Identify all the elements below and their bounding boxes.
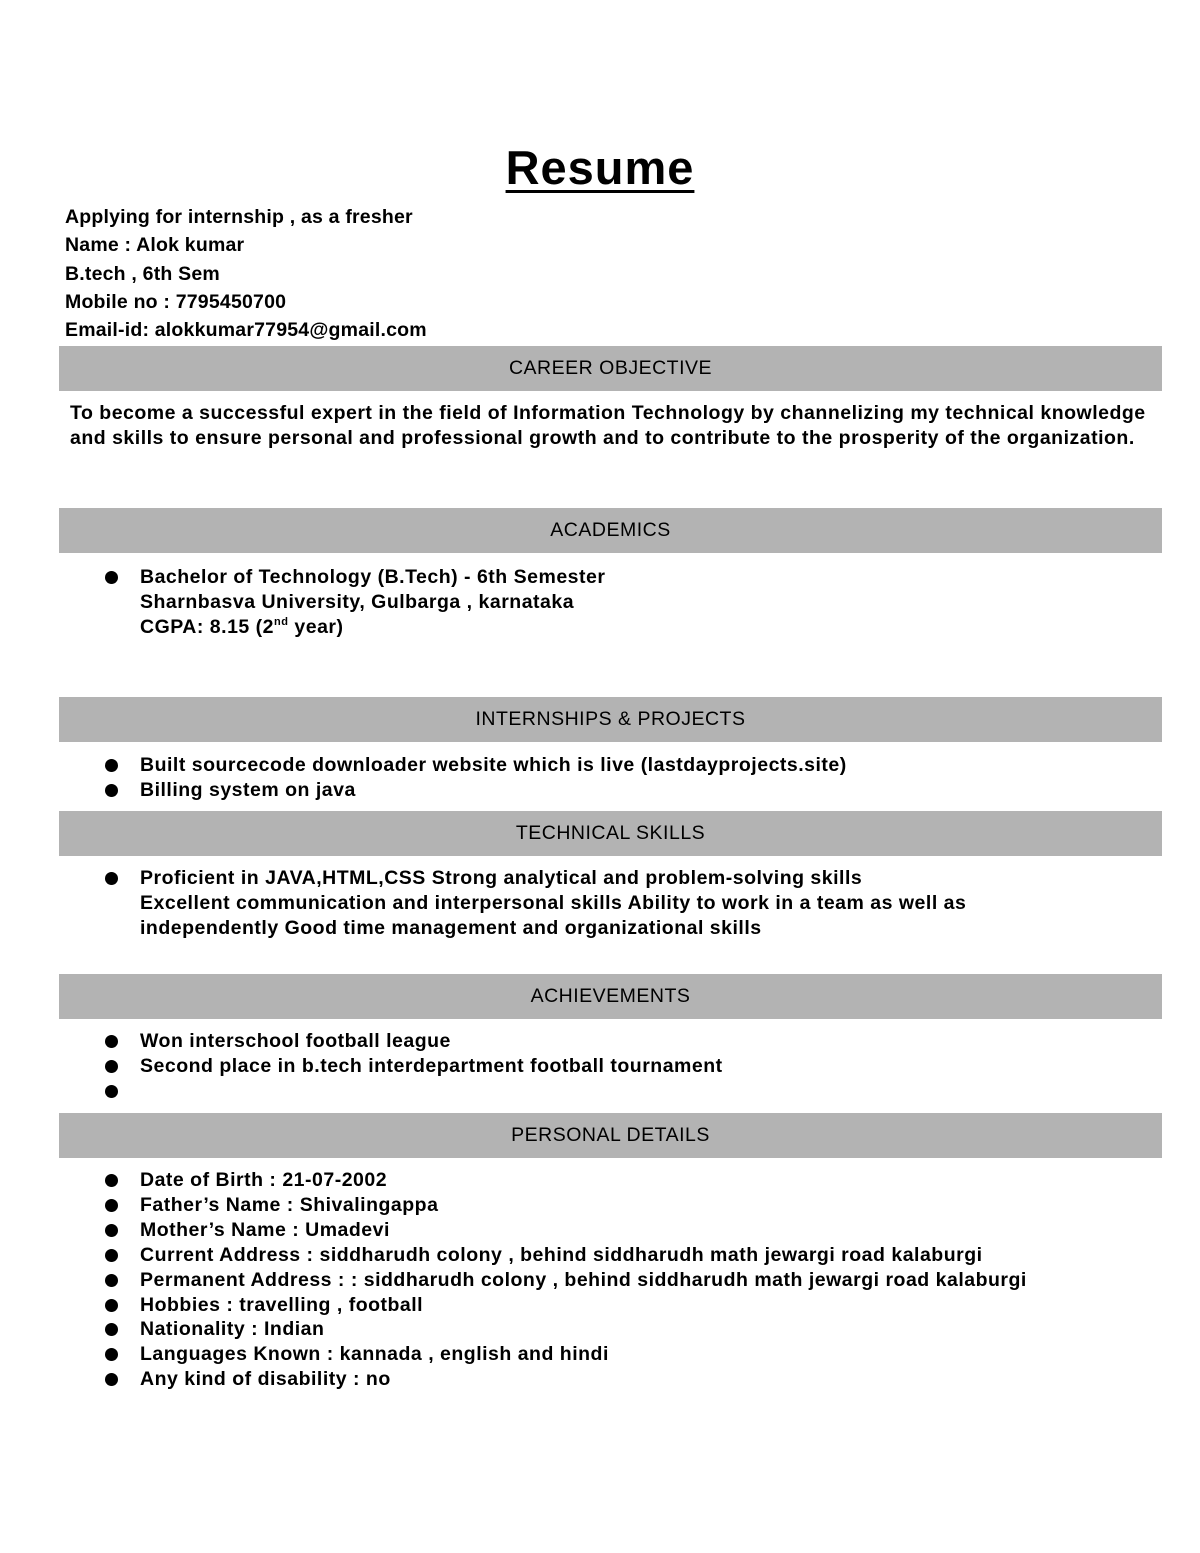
father-name-text: Father’s Name : Shivalingappa xyxy=(140,1193,439,1216)
list-item xyxy=(105,1168,1165,1193)
bullet-icon xyxy=(105,1174,118,1187)
hobbies-text: Hobbies : travelling , football xyxy=(140,1293,424,1316)
bullet-icon xyxy=(105,1060,118,1073)
course-line: B.tech , 6th Sem xyxy=(65,262,220,285)
list-item xyxy=(105,1367,1165,1392)
bullet-icon xyxy=(105,1035,118,1048)
title-text: Resume xyxy=(505,141,695,194)
list-item xyxy=(105,1342,1165,1367)
bullet-icon xyxy=(105,571,118,584)
academics-list xyxy=(105,565,1165,640)
header-info xyxy=(65,203,965,344)
bullet-icon xyxy=(105,759,118,772)
skills-line: Proficient in JAVA,HTML,CSS Strong analytical and problem-solving skills xyxy=(140,867,863,889)
nationality-text: Nationality : Indian xyxy=(140,1318,325,1341)
mother-name-text: Mother’s Name : Umadevi xyxy=(140,1218,390,1241)
current-address-text: Current Address : siddharudh colony , behind siddharudh math jewargi road kalaburgi xyxy=(140,1243,983,1266)
career-objective-text: To become a successful expert in the field of Information Technology by channelizing my technical knowledge and skills to ensure personal and professional growth and to contribute to the prosperity of the organization. xyxy=(70,402,1146,449)
achievements-list xyxy=(105,1029,1165,1104)
list-item xyxy=(105,1293,1165,1318)
achievement-text: Won interschool football league xyxy=(140,1030,451,1052)
internship-item-text: Built sourcecode downloader website which is live (lastdayprojects.site) xyxy=(140,754,847,776)
bullet-icon xyxy=(105,872,118,885)
internship-item-text: Billing system on java xyxy=(140,778,356,801)
bullet-icon xyxy=(105,1224,118,1237)
bullet-icon xyxy=(105,1348,118,1361)
internships-list xyxy=(105,753,1165,803)
academics-heading: ACADEMICS xyxy=(59,508,1162,553)
bullet-icon xyxy=(105,1274,118,1287)
personal-details-list xyxy=(105,1168,1165,1392)
list-item xyxy=(105,1268,1165,1293)
languages-text: Languages Known : kannada , english and hindi xyxy=(140,1343,609,1366)
disability-text: Any kind of disability : no xyxy=(140,1368,391,1391)
list-item xyxy=(105,1054,1165,1079)
list-item xyxy=(105,1029,1165,1054)
permanent-address-text: Permanent Address : : siddharudh colony , behind siddharudh math jewargi road kalaburgi xyxy=(140,1268,1027,1291)
technical-skills-heading: TECHNICAL SKILLS xyxy=(59,811,1162,856)
bullet-icon xyxy=(105,1085,118,1098)
bullet-icon xyxy=(105,784,118,797)
academics-item xyxy=(105,565,1165,640)
list-item xyxy=(105,1243,1165,1268)
cgpa-suffix: year) xyxy=(288,615,344,638)
cgpa-prefix: CGPA: 8.15 (2 xyxy=(140,615,275,638)
bullet-icon xyxy=(105,1249,118,1262)
university-text: Sharnbasva University, Gulbarga , karnataka xyxy=(140,590,575,613)
application-line: Applying for internship , as a fresher xyxy=(65,206,413,228)
list-item xyxy=(105,778,1165,803)
skills-line: independently Good time management and organizational skills xyxy=(140,916,762,939)
list-item xyxy=(105,1193,1165,1218)
email-line: Email-id: alokkumar77954@gmail.com xyxy=(65,319,427,342)
bullet-icon xyxy=(105,1199,118,1212)
bullet-icon xyxy=(105,1373,118,1386)
degree-text: Bachelor of Technology (B.Tech) - 6th Semester xyxy=(140,566,606,588)
personal-details-heading: PERSONAL DETAILS xyxy=(59,1113,1162,1158)
name-line: Name : Alok kumar xyxy=(65,234,245,257)
cgpa-text xyxy=(140,615,1165,640)
bullet-icon xyxy=(105,1299,118,1312)
cgpa-superscript: nd xyxy=(274,615,289,628)
bullet-icon xyxy=(105,1323,118,1336)
career-objective-heading: CAREER OBJECTIVE xyxy=(59,346,1162,391)
list-item xyxy=(105,753,1165,778)
skills-item xyxy=(105,866,1165,941)
list-item xyxy=(105,1079,1165,1104)
achievements-heading: ACHIEVEMENTS xyxy=(59,974,1162,1019)
list-item xyxy=(105,1317,1165,1342)
dob-text: Date of Birth : 21-07-2002 xyxy=(140,1169,388,1191)
skills-list xyxy=(105,866,1165,941)
internships-heading: INTERNSHIPS & PROJECTS xyxy=(59,697,1162,742)
mobile-line: Mobile no : 7795450700 xyxy=(65,290,287,313)
achievement-text: Second place in b.tech interdepartment football tournament xyxy=(140,1054,723,1077)
list-item xyxy=(105,1218,1165,1243)
skills-line: Excellent communication and interpersonal skills Ability to work in a team as well as xyxy=(140,891,967,914)
page-title xyxy=(0,138,1200,198)
